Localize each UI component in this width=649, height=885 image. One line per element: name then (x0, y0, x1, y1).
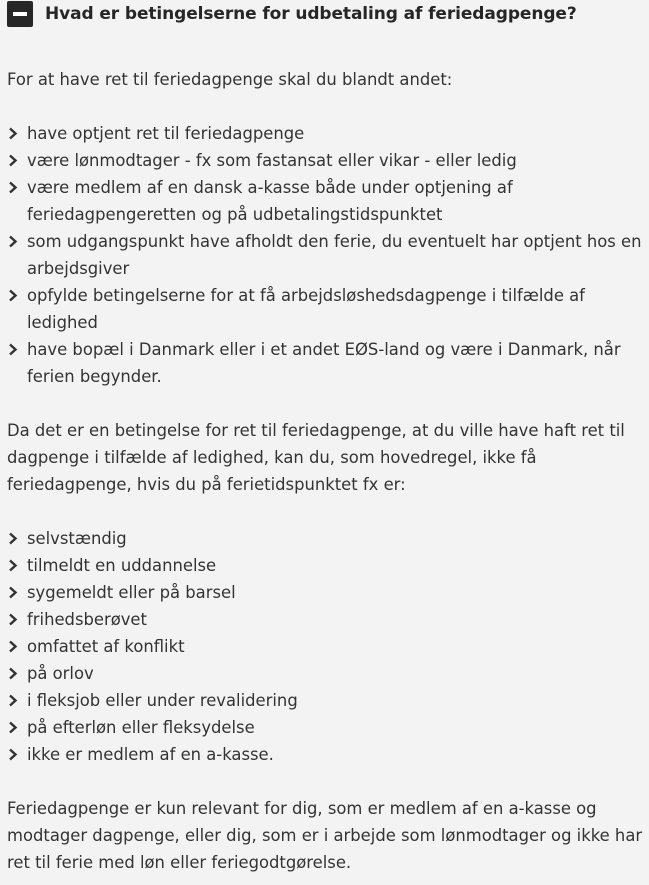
list-item (7, 714, 643, 741)
list-item-text: sygemeldt eller på barsel (27, 583, 236, 602)
list-item (7, 606, 643, 633)
list-item-text: opfylde betingelserne for at få arbejdsløshedsdagpenge i tilfælde af ledighed (27, 286, 585, 332)
accordion-header[interactable] (7, 0, 577, 28)
list-item (7, 633, 643, 660)
chevron-right-icon (7, 606, 21, 633)
list-item (7, 228, 643, 282)
accordion-content (7, 66, 643, 876)
chevron-right-icon (7, 174, 21, 201)
intro-paragraph: For at have ret til feriedagpenge skal du blandt andet: (7, 70, 453, 89)
list-item-text: i fleksjob eller under revalidering (27, 691, 298, 710)
list-item (7, 336, 643, 390)
list-item-text: omfattet af konflikt (27, 637, 185, 656)
list-item (7, 174, 643, 228)
list-item-text: have optjent ret til feriedagpenge (27, 124, 305, 143)
accordion-title[interactable]: Hvad er betingelserne for udbetaling af feriedagpenge? (45, 4, 577, 24)
chevron-right-icon (7, 525, 21, 552)
conditions-list (7, 120, 643, 390)
list-item-text: på orlov (27, 664, 94, 683)
list-item (7, 120, 643, 147)
list-item-text: være lønmodtager - fx som fastansat eller vikar - eller ledig (27, 151, 517, 170)
list-item (7, 525, 643, 552)
list-item-text: frihedsberøvet (27, 610, 147, 629)
minus-icon[interactable] (7, 1, 33, 27)
list-item (7, 147, 643, 174)
chevron-right-icon (7, 336, 21, 363)
chevron-right-icon (7, 741, 21, 768)
list-item-text: som udgangspunkt have afholdt den ferie, du eventuelt har optjent hos en arbejdsgiver (27, 232, 642, 278)
list-item-text: på efterløn eller fleksydelse (27, 718, 255, 737)
chevron-right-icon (7, 228, 21, 255)
list-item-text: have bopæl i Danmark eller i et andet EØS-land og være i Danmark, når ferien begynder. (27, 340, 621, 386)
chevron-right-icon (7, 660, 21, 687)
minus-bar (13, 12, 27, 16)
list-item (7, 741, 643, 768)
chevron-right-icon (7, 633, 21, 660)
chevron-right-icon (7, 552, 21, 579)
chevron-right-icon (7, 147, 21, 174)
exclusions-list (7, 525, 643, 768)
chevron-right-icon (7, 120, 21, 147)
chevron-right-icon (7, 714, 21, 741)
list-item (7, 687, 643, 714)
list-item-text: tilmeldt en uddannelse (27, 556, 217, 575)
list-item (7, 579, 643, 606)
list-item (7, 552, 643, 579)
list-item (7, 282, 643, 336)
chevron-right-icon (7, 282, 21, 309)
list-item-text: ikke er medlem af en a-kasse. (27, 745, 274, 764)
chevron-right-icon (7, 579, 21, 606)
chevron-right-icon (7, 687, 21, 714)
list-item-text: selvstændig (27, 529, 127, 548)
list-item (7, 660, 643, 687)
exclusion-paragraph: Da det er en betingelse for ret til feriedagpenge, at du ville have haft ret til dagpenge i tilfælde af ledighed, kan du, som hovedregel, ikke få feriedagpenge, hvis du på ferietidspunktet fx er: (7, 421, 625, 494)
outro-paragraph: Feriedagpenge er kun relevant for dig, som er medlem af en a-kasse og modtager dagpenge, eller dig, som er i arbejde som lønmodtager og ikke har ret til ferie med løn eller feriegodtgørelse. (7, 799, 643, 872)
list-item-text: være medlem af en dansk a-kasse både under optjening af feriedagpengeretten og på udbetalingstidspunktet (27, 178, 513, 224)
